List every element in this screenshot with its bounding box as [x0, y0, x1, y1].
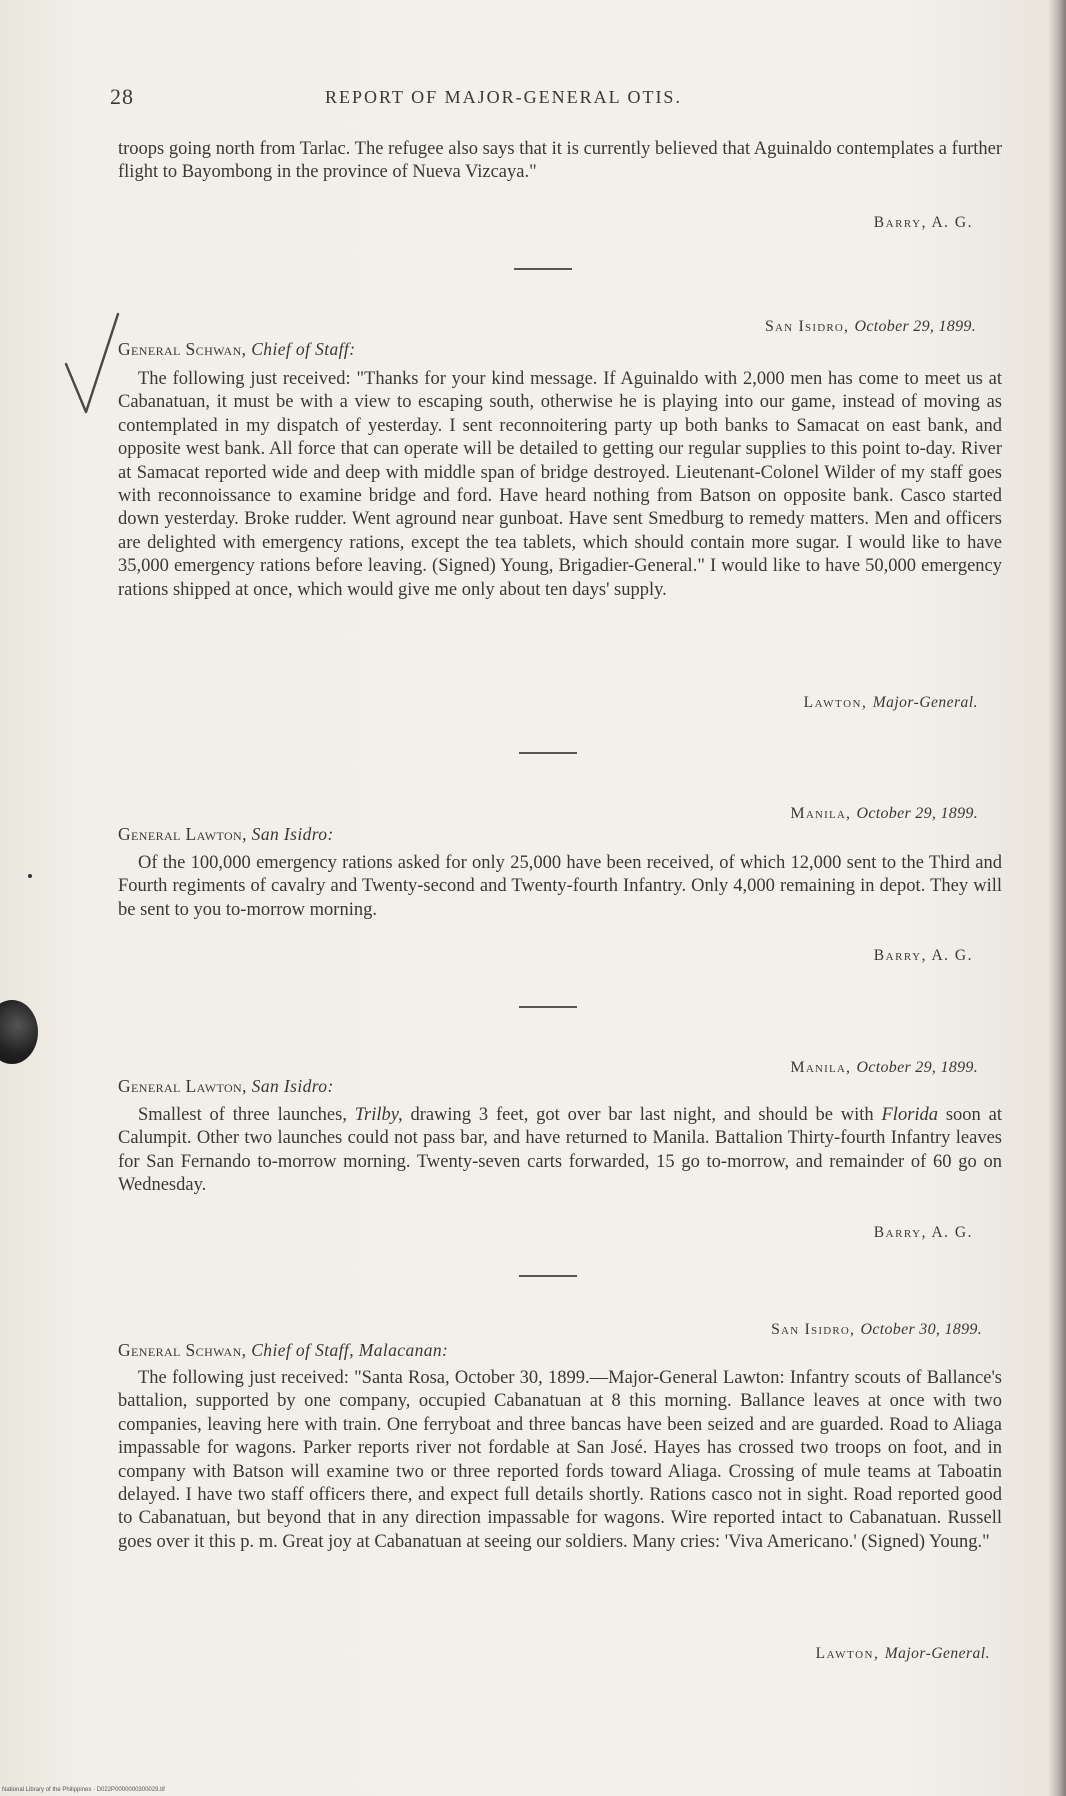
signature-barry — [573, 1224, 973, 1242]
salutation — [118, 1076, 334, 1097]
signature-lawton — [590, 1645, 990, 1663]
dateline-place: Manila, — [790, 1059, 852, 1076]
section-divider — [519, 1006, 577, 1008]
salutation — [118, 824, 334, 845]
signature-barry — [573, 214, 973, 232]
dateline-place: Manila, — [790, 805, 852, 822]
binding-hole-mark — [0, 1000, 38, 1064]
dateline — [556, 318, 976, 336]
dateline-place: San Isidro, — [770, 1321, 856, 1338]
salutation-name: General Schwan, — [118, 1340, 247, 1360]
section-divider — [519, 752, 577, 754]
dateline-date: October 29, 1899. — [856, 805, 978, 822]
section-divider — [514, 268, 572, 270]
salutation-title: San Isidro: — [251, 824, 334, 844]
letter-body — [118, 1104, 1002, 1198]
signature-title: Major-General. — [884, 1645, 990, 1662]
archive-tag: National Library of the Philippines · D022P0000000300029.tif — [2, 1787, 165, 1793]
signature-barry — [573, 947, 973, 965]
salutation-title: San Isidro: — [251, 1076, 334, 1096]
page-number: 28 — [110, 84, 134, 109]
dateline-place: San Isidro, — [764, 318, 850, 335]
salutation-title: Chief of Staff, Malacanan: — [251, 1340, 449, 1360]
paper-speck — [28, 874, 32, 878]
salutation-name: General Lawton, — [118, 824, 247, 844]
running-head: REPORT OF MAJOR-GENERAL OTIS. — [325, 87, 682, 107]
letter-body: The following just received: "Santa Rosa, October 30, 1899.—Major-General Lawton: Infantry scouts of Ballance's battalion, supported by one company, occupied Cabanatuan at 8 this morning. Ballance leaves at once with two companies, leaving here with train. One ferryboat and three bancas have been seized and are guarded. Road to Aliaga impassable for wagons. Parker reports river not fordable at San José. Hayes has crossed two troops on foot, and in company with Batson will examine two or three reported fords toward Aliaga. Crossing of mule teams at Taboatin delayed. I have two staff officers there, and expect full details shortly. Rations casco not in sight. Road reported good to Cabanatuan, but beyond that in any direction impassable for wagons. Wire reported intact to Cabanatuan. Russell goes over it this p. m. Great joy at Cabanatuan at seeing our soldiers. Many cries: 'Viva Americano.' (Signed) Young." — [118, 1368, 1002, 1552]
signature-name: Lawton, — [803, 694, 868, 711]
body-text: Smallest of three launches, — [138, 1105, 355, 1125]
signature-lawton — [578, 694, 978, 712]
signature-name: Barry, A. G. — [873, 1224, 973, 1241]
signature-name: Barry, A. G. — [873, 947, 973, 964]
letter-body: Of the 100,000 emergency rations asked for only 25,000 have been received, of which 12,000 sent to the Third and Fourth regiments of cavalry and Twenty-second and Twenty-fourth Infantry. Only 4,000 remaining in depot. They will be sent to you to-morrow morning. — [118, 853, 1002, 920]
vessel-name: Florida — [881, 1105, 939, 1125]
body-text: soon at Calumpit. Other two launches could not pass bar, and have returned to Manila. Battalion Thirty-fourth Infantry leaves for San Fernando to-morrow morning. Twenty-seven carts forwarded, 15 go to-morrow, and remainder of 60 go on Wednesday. — [118, 1105, 1002, 1196]
dateline — [562, 1321, 982, 1339]
salutation-name: General Lawton, — [118, 1076, 247, 1096]
vessel-name: Trilby, — [354, 1105, 403, 1125]
dateline-date: October 29, 1899. — [854, 318, 976, 335]
salutation — [118, 1340, 448, 1361]
page-binding-shadow — [1048, 0, 1066, 1796]
dateline-date: October 30, 1899. — [860, 1321, 982, 1338]
section-divider — [519, 1275, 577, 1277]
salutation-title: Chief of Staff: — [251, 339, 356, 359]
body-text: drawing 3 feet, got over bar last night, and should be with — [402, 1105, 882, 1125]
letter-body-continuation: troops going north from Tarlac. The refugee also says that it is currently believed that Aguinaldo contemplates a further flight to Bayombong in the province of Nueva Vizcaya." — [118, 139, 1002, 183]
signature-name: Barry, A. G. — [873, 214, 973, 231]
salutation-name: General Schwan, — [118, 339, 247, 359]
dateline-date: October 29, 1899. — [856, 1059, 978, 1076]
signature-title: Major-General. — [872, 694, 978, 711]
dateline — [558, 805, 978, 823]
dateline — [558, 1059, 978, 1077]
salutation — [118, 339, 355, 360]
letter-body: The following just received: "Thanks for your kind message. If Aguinaldo with 2,000 men has come to meet us at Cabanatuan, it must be with a view to escaping south, otherwise he is playing into our game, instead of moving as contemplated in my dispatch of yesterday. I sent reconnoitering party up both banks to Samacat on east bank, and opposite west bank. All force that can operate will be detailed to getting our regular supplies to this point to-day. River at Samacat reported wide and deep with middle span of bridge destroyed. Lieutenant-Colonel Wilder of my staff goes with reconnoissance to examine bridge and ford. Have heard nothing from Batson on opposite bank. Casco started down yesterday. Broke rudder. Went aground near gunboat. Have sent Smedburg to remedy matters. Men and officers are delighted with emergency rations, except the tea tablets, which should contain more sugar. I would like to have 35,000 emergency rations before leaving. (Signed) Young, Brigadier-General." I would like to have 50,000 emergency rations shipped at once, which would give me only about ten days' supply. — [118, 369, 1002, 600]
signature-name: Lawton, — [815, 1645, 880, 1662]
